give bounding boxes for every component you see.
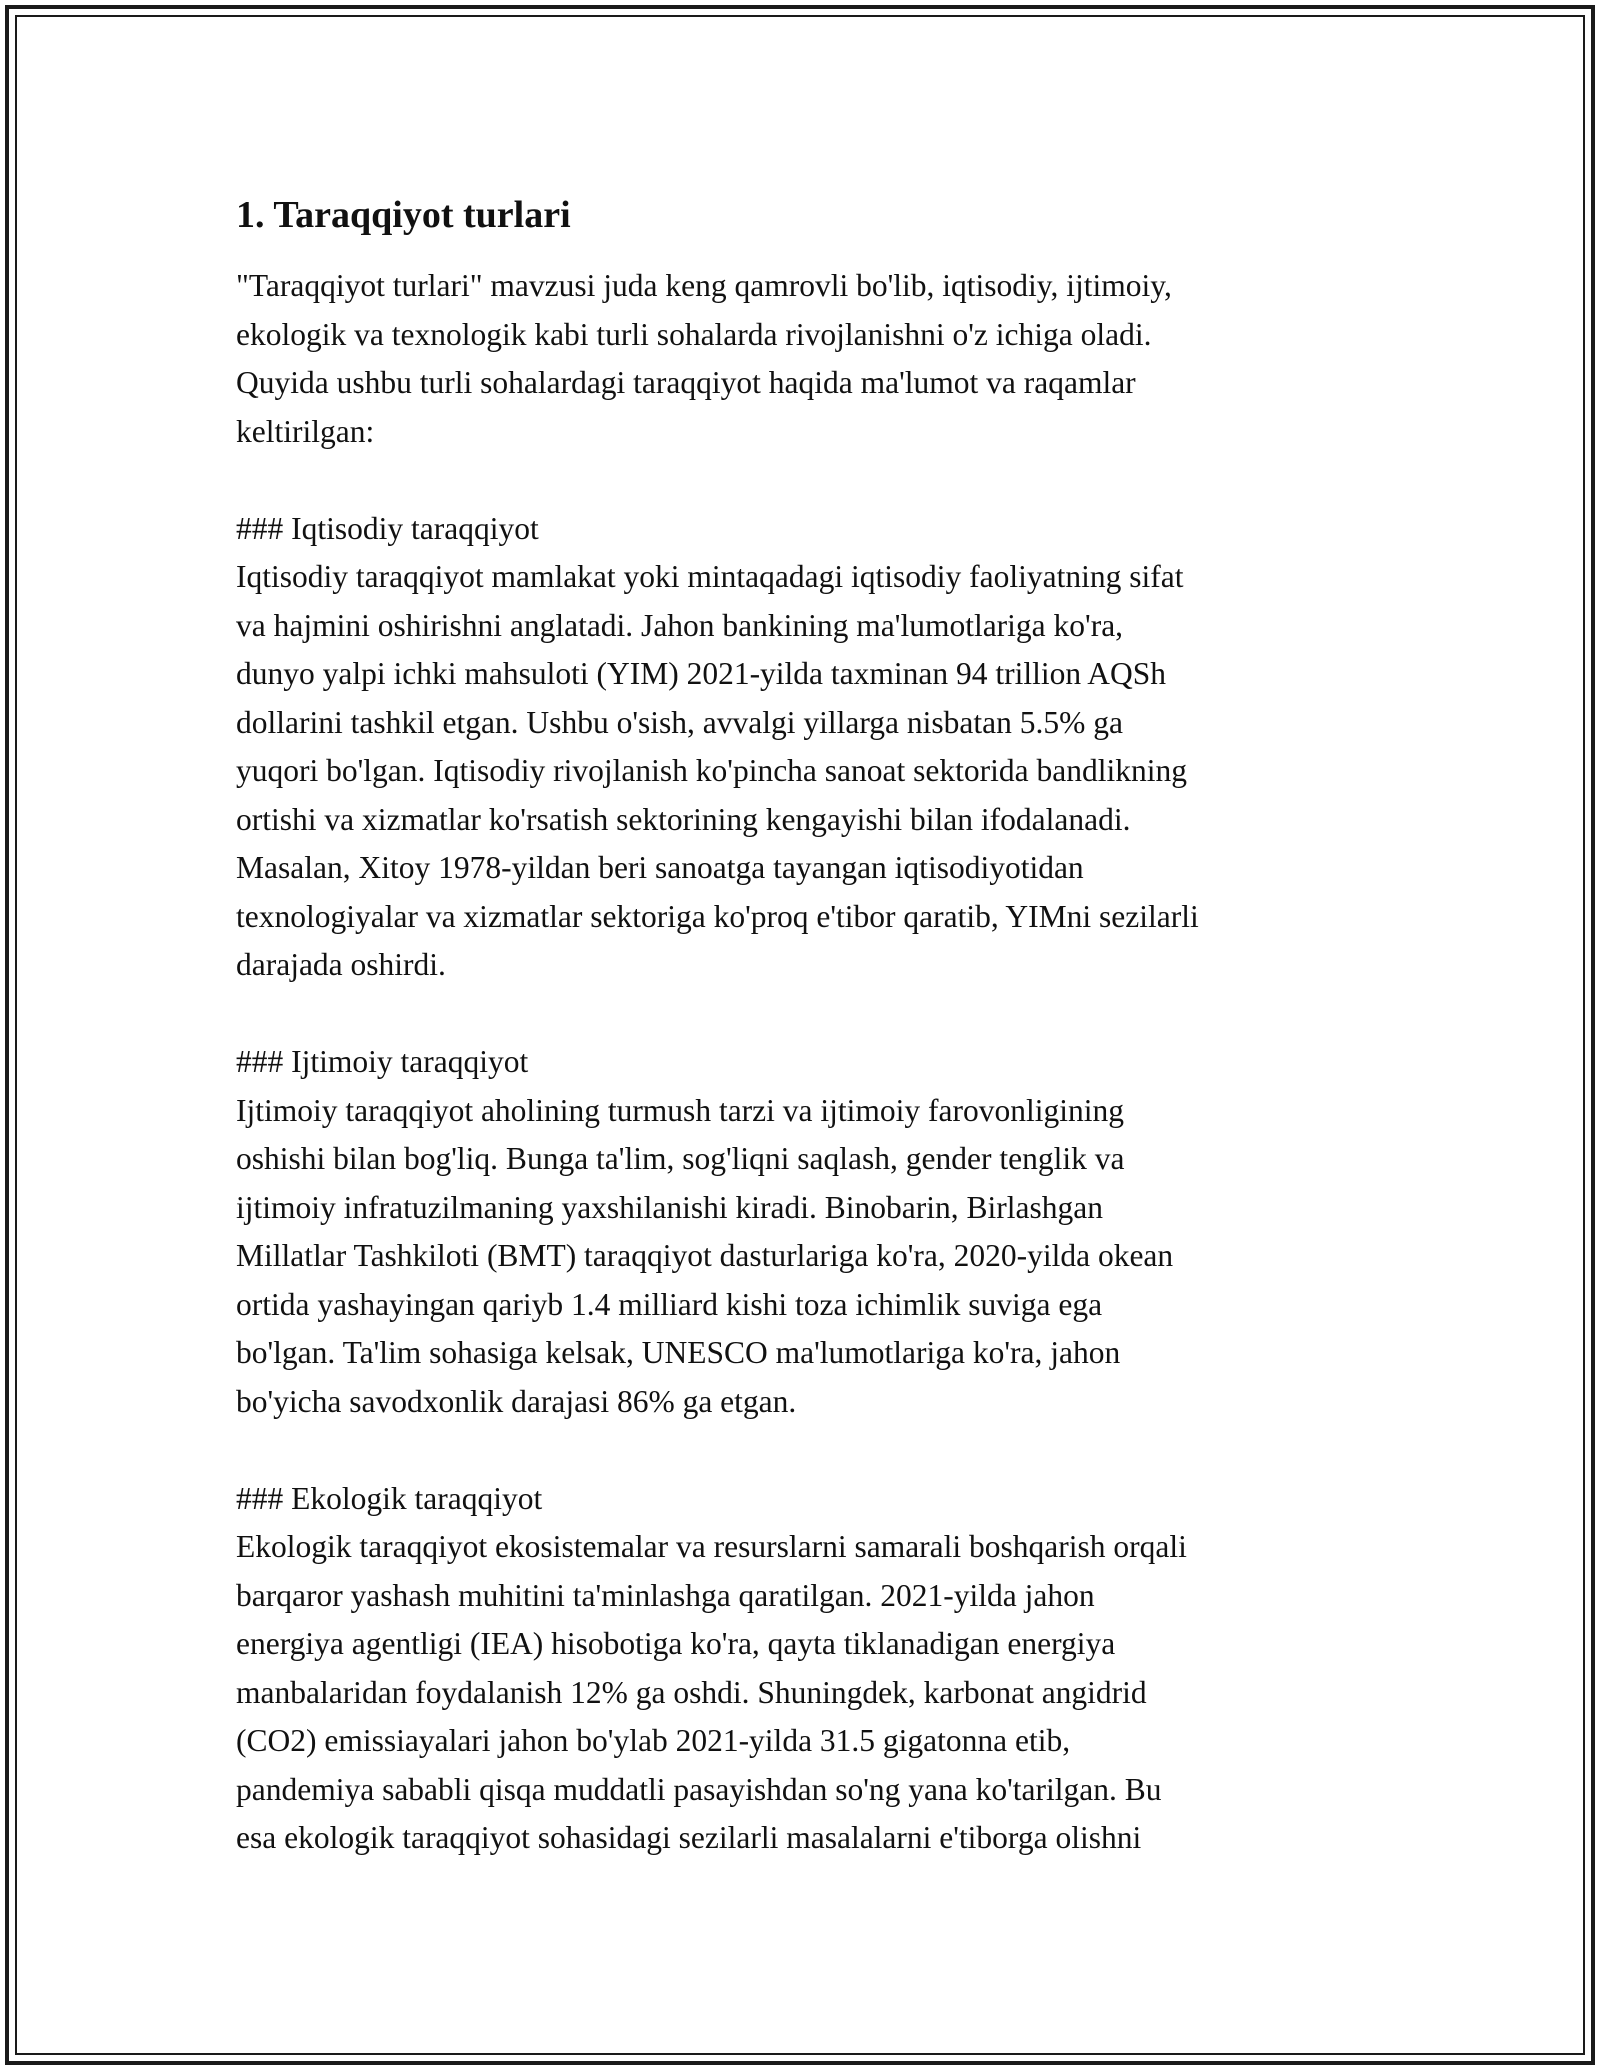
section-paragraph: Iqtisodiy taraqqiyot mamlakat yoki mintaqadagi iqtisodiy faoliyatning sifat va hajmini oshirishni anglatadi. Jahon bankining ma'lumotlariga ko'ra, dunyo yalpi ichki mahsuloti (YIM) 2021-yilda taxminan 94 trillion AQSh dollarini tashkil etgan. Ushbu o'sish, avvalgi yillarga nisbatan 5.5% ga yuqori bo'lgan. Iqtisodiy rivojlanish ko'pincha sanoat sektorida bandlikning ortishi va xizmatlar ko'rsatish sektorining kengayishi bilan ifodalanadi. Masalan, Xitoy 1978-yildan beri sanoatga tayangan iqtisodiyotidan texnologiyalar va xizmatlar sektoriga ko'proq e'tibor qaratib, YIMni sezilarli darajada oshirdi. [236, 559, 1199, 982]
section-heading: ### Iqtisodiy taraqqiyot [236, 510, 539, 546]
section-heading: ### Ijtimoiy taraqqiyot [236, 1044, 529, 1079]
section-heading: ### Ekologik taraqqiyot [236, 1480, 543, 1516]
document-body [236, 180, 1376, 1863]
document-title: 1. Taraqqiyot turlari [236, 194, 571, 236]
section-economic [236, 505, 1376, 990]
section-paragraph: Ijtimoiy taraqqiyot aholining turmush tarzi va ijtimoiy farovonligining oshishi bilan bog'liq. Bunga ta'lim, sog'liqni saqlash, gender tenglik va ijtimoiy infratuzilmaning yaxshilanishi kiradi. Binobarin, Birlashgan Millatlar Tashkiloti (BMT) taraqqiyot dasturlariga ko'ra, 2020-yilda okean ortida yashayingan qariyb 1.4 milliard kishi toza ichimlik suviga ega bo'lgan. Ta'lim sohasiga kelsak, UNESCO ma'lumotlariga ko'ra, jahon bo'yicha savodxonlik darajasi 86% ga etgan. [236, 1092, 1174, 1419]
section-paragraph: Ekologik taraqqiyot ekosistemalar va resurslarni samarali boshqarish orqali barqaror yashash muhitini ta'minlashga qaratilgan. 2021-yilda jahon energiya agentligi (IEA) hisobotiga ko'ra, qayta tiklanadigan energiya manbalaridan foydalanish 12% ga oshdi. Shuningdek, karbonat angidrid (CO2) emissiayalari jahon bo'ylab 2021-yilda 31.5 gigatonna etib, pandemiya sababli qisqa muddatli pasayishdan so'ng yana ko'tarilgan. Bu esa ekologik taraqqiyot sohasidagi sezilarli masalalarni e'tiborga olishni [236, 1529, 1187, 1855]
section-social [236, 1038, 1376, 1426]
section-ecological [236, 1475, 1376, 1863]
intro-paragraph: "Taraqqiyot turlari" mavzusi juda keng qamrovli bo'lib, iqtisodiy, ijtimoiy, ekologik va texnologik kabi turli sohalarda rivojlanishni o'z ichiga oladi. Quyida ushbu turli sohalardagi taraqqiyot haqida ma'lumot va raqamlar keltirilgan: [236, 268, 1172, 449]
